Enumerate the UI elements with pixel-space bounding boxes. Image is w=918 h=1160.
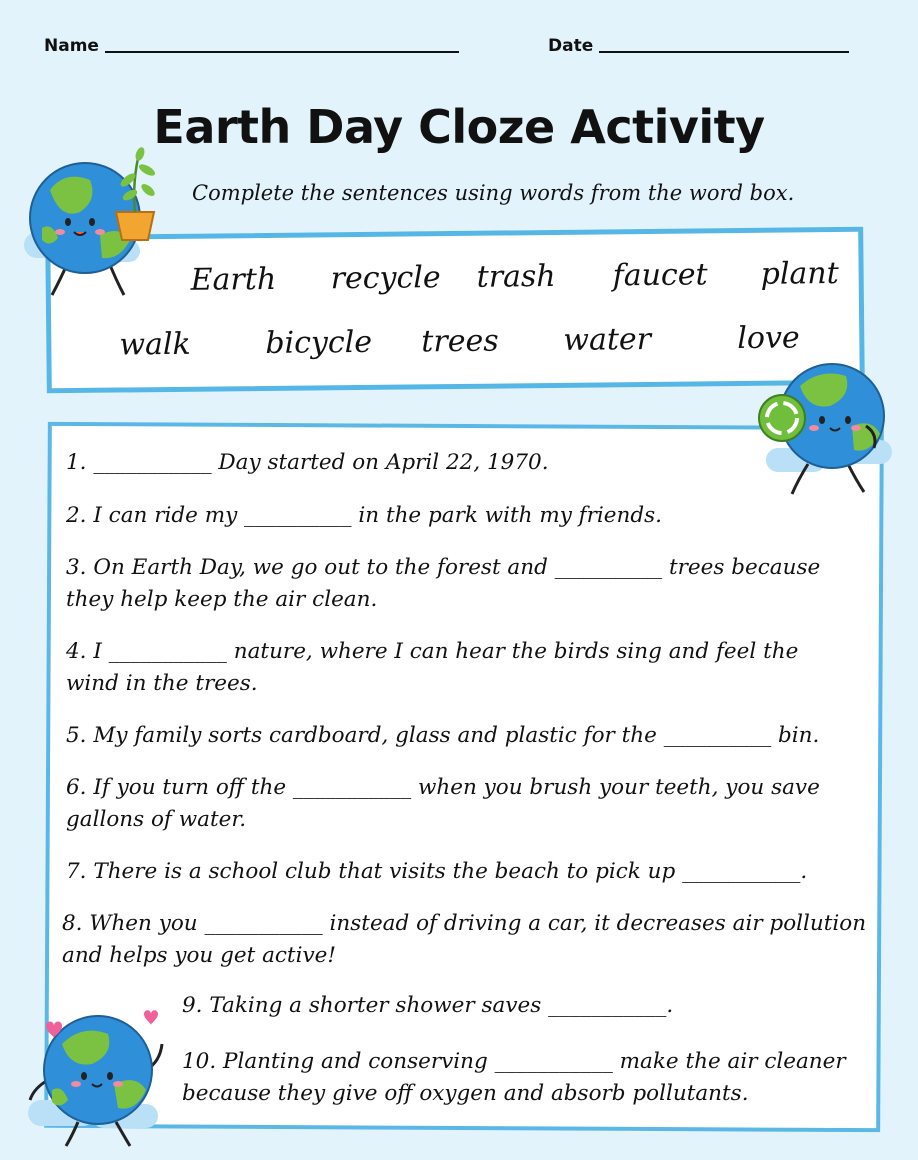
word-faucet: faucet — [612, 257, 708, 294]
question-2: 2. I can ride my __________ in the park with my friends. — [66, 503, 662, 528]
question-8: 8. When you ___________ instead of driving a car, it decreases air pollution and helps you get active! — [62, 911, 867, 968]
earth-with-recycle-icon — [756, 356, 896, 498]
question-7: 7. There is a school club that visits the beach to pick up ___________. — [66, 859, 808, 884]
page-title: Earth Day Cloze Activity — [153, 100, 765, 154]
name-label: Name — [44, 36, 99, 56]
word-plant: plant — [760, 255, 839, 292]
word-recycle: recycle — [330, 260, 441, 297]
question-3: 3. On Earth Day, we go out to the forest and __________ trees because they help keep the air clean. — [66, 555, 821, 612]
question-9: 9. Taking a shorter shower saves ___________. — [182, 993, 674, 1018]
earth-with-hearts-icon — [22, 1004, 172, 1152]
name-line[interactable] — [105, 51, 459, 53]
date-label: Date — [548, 36, 594, 56]
question-10: 10. Planting and conserving ___________ make the air cleaner because they give off oxygen and absorb pollutants. — [182, 1049, 846, 1106]
earth-with-plant-icon — [20, 140, 170, 300]
date-field[interactable] — [548, 36, 849, 56]
question-6: 6. If you turn off the ___________ when you brush your teeth, you save gallons of water. — [66, 775, 820, 832]
question-5: 5. My family sorts cardboard, glass and plastic for the __________ bin. — [66, 723, 820, 748]
name-field[interactable] — [44, 36, 459, 56]
question-4: 4. I ___________ nature, where I can hear the birds sing and feel the wind in the trees. — [66, 639, 799, 696]
instructions: Complete the sentences using words from the word box. — [192, 181, 795, 205]
date-line[interactable] — [599, 51, 849, 53]
word-bicycle: bicycle — [265, 324, 373, 361]
word-love: love — [737, 320, 800, 357]
word-walk: walk — [119, 326, 191, 363]
question-1: 1. ___________ Day started on April 22, 1970. — [66, 450, 549, 475]
word-water: water — [563, 321, 652, 358]
word-trees: trees — [421, 323, 499, 360]
word-earth: Earth — [190, 261, 277, 298]
word-trash: trash — [476, 258, 556, 295]
